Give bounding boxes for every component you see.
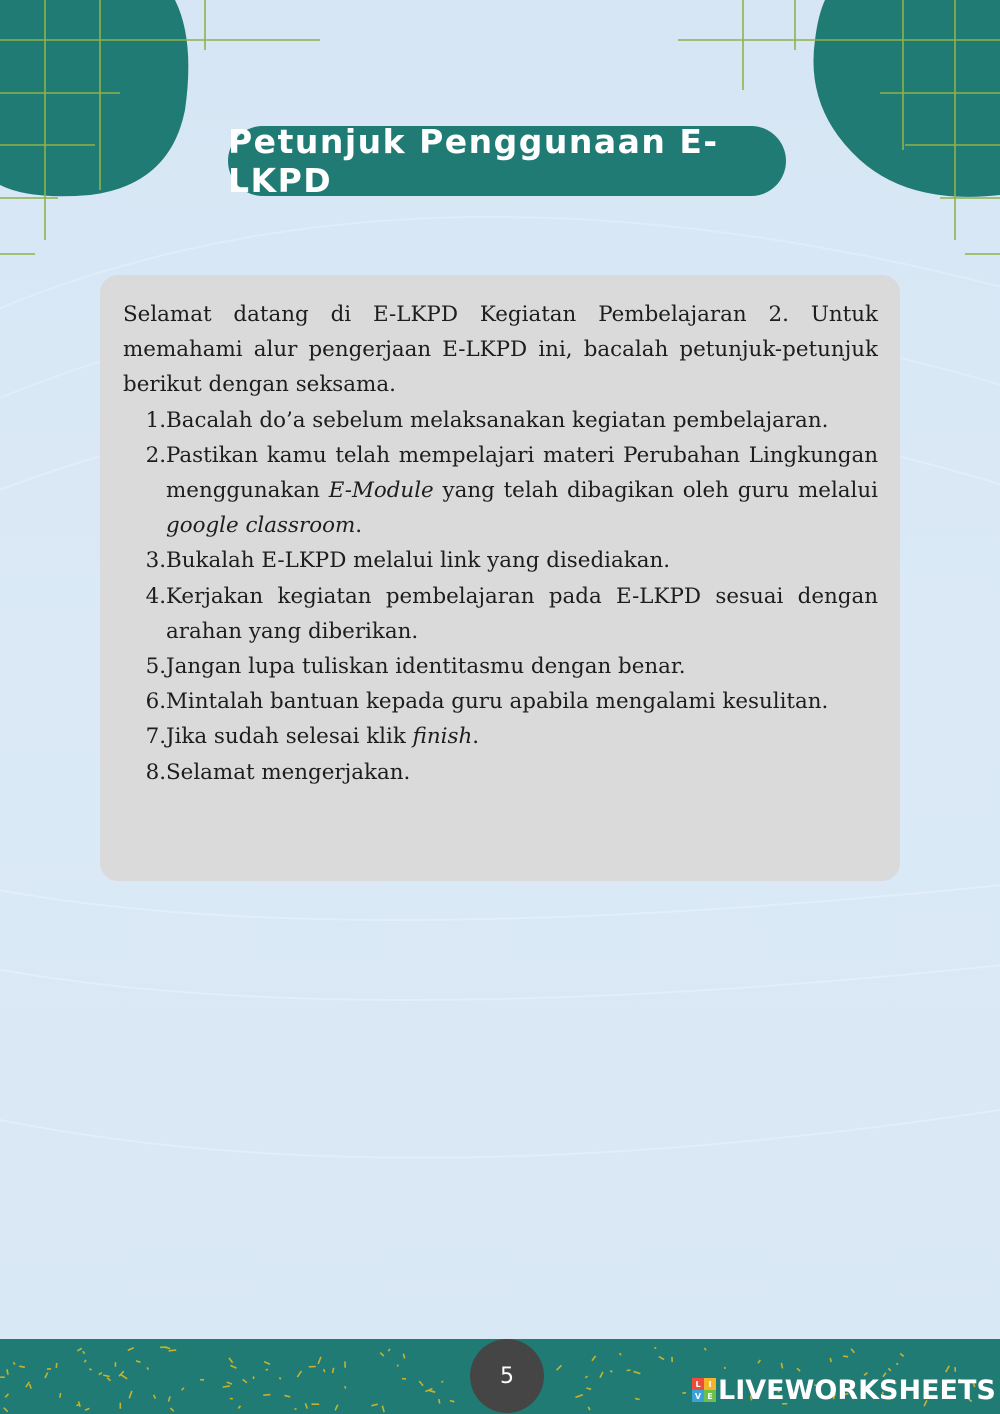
sparkle: [5, 1394, 8, 1397]
sparkle: [659, 1357, 664, 1360]
title-banner: [228, 122, 786, 200]
instruction-number: 5.: [145, 654, 166, 680]
instruction-text: Pastikan kamu telah mempelajari materi Perubahan Lingkungan menggunakan E-Module yang telah dibagikan oleh guru melalui google classroom.: [166, 442, 879, 539]
sparkle: [243, 1379, 247, 1382]
sparkle: [170, 1408, 173, 1411]
sparkle: [318, 1357, 321, 1364]
instruction-item: [123, 719, 878, 754]
sparkle: [441, 1381, 443, 1382]
sparkle: [851, 1349, 854, 1353]
instruction-text: Mintalah bantuan kepada guru apabila mengalami kesulitan.: [166, 689, 829, 715]
sparkle: [84, 1360, 86, 1362]
instruction-text: Bacalah do’a sebelum melaksanakan kegiatan pembelajaran.: [166, 407, 829, 433]
sparkle: [229, 1358, 233, 1363]
instruction-text: Jika sudah selesai klik finish.: [166, 724, 480, 750]
sparkle: [30, 1384, 32, 1388]
sparkle: [266, 1369, 268, 1370]
sparkle: [758, 1360, 760, 1363]
instruction-number: 6.: [145, 689, 166, 715]
instruction-item: [123, 543, 878, 578]
sparkle: [382, 1406, 384, 1413]
instruction-item: [123, 403, 878, 438]
instruction-text: Jangan lupa tuliskan identitasmu dengan benar.: [166, 654, 686, 680]
sparkle: [333, 1368, 334, 1373]
sparkle: [450, 1401, 454, 1402]
sparkle: [85, 1408, 89, 1410]
sparkle: [297, 1371, 301, 1377]
instruction-number: 7.: [145, 724, 166, 750]
instruction-number: 4.: [145, 583, 166, 609]
sparkle: [280, 1377, 281, 1379]
top-right-blob: [813, 0, 1000, 197]
instruction-number: 3.: [145, 548, 166, 574]
brand-text: LIVEWORKSHEETS: [718, 1374, 996, 1406]
sparkle: [103, 1375, 109, 1376]
sparkle: [264, 1362, 270, 1365]
sparkle: [429, 1390, 435, 1392]
sparkle: [843, 1356, 848, 1357]
sparkle: [56, 1363, 57, 1368]
sparkle: [76, 1404, 79, 1405]
sparkle: [169, 1350, 177, 1351]
sparkle: [284, 1395, 290, 1396]
instruction-number: 2.: [145, 442, 166, 468]
sparkle: [223, 1386, 230, 1387]
logo-letter: E: [704, 1390, 716, 1402]
instruction-number: 1.: [145, 407, 166, 433]
sparkle: [154, 1395, 156, 1399]
sparkle: [896, 1363, 898, 1364]
sparkle: [830, 1358, 831, 1362]
sparkle: [600, 1372, 603, 1378]
instruction-item: [123, 438, 878, 544]
sparkle: [128, 1348, 134, 1351]
sparkle: [705, 1348, 706, 1350]
liveworksheets-logo: [692, 1374, 996, 1406]
sparkle: [781, 1363, 782, 1369]
instruction-number: 8.: [145, 759, 166, 785]
sparkle: [4, 1408, 8, 1412]
sparkle: [419, 1381, 423, 1386]
sparkle: [439, 1399, 440, 1404]
instructions-list: [123, 403, 878, 790]
sparkle: [797, 1368, 800, 1371]
sparkle: [147, 1367, 148, 1369]
sparkle: [77, 1348, 82, 1351]
sparkle: [946, 1366, 950, 1372]
page-title: Petunjuk Penggunaan E-LKPD: [228, 122, 719, 200]
sparkle: [238, 1406, 240, 1409]
sparkle: [13, 1362, 14, 1364]
sparkle: [45, 1373, 48, 1378]
sparkle: [107, 1378, 110, 1381]
sparkle: [305, 1403, 307, 1408]
sparkle: [371, 1404, 377, 1406]
sparkle: [388, 1349, 390, 1351]
sparkle: [169, 1396, 171, 1401]
sparkle: [588, 1407, 590, 1410]
logo-letter: V: [692, 1390, 704, 1402]
instruction-text: Selamat mengerjakan.: [166, 759, 411, 785]
page-number: 5: [470, 1339, 544, 1413]
intro-paragraph: Selamat datang di E-LKPD Kegiatan Pembelajaran 2. Untuk memahami alur pengerjaan E-LKPD ini, bacalah petunjuk-petunjuk berikut dengan seksama.: [123, 302, 878, 398]
instruction-text: Bukalah E-LKPD melalui link yang disediakan.: [166, 548, 671, 574]
sparkle: [230, 1365, 236, 1368]
sparkle: [121, 1375, 127, 1379]
sparkle: [888, 1368, 891, 1370]
sparkle: [620, 1353, 621, 1355]
sparkle: [610, 1371, 612, 1372]
instruction-item: [123, 684, 878, 719]
instruction-item: [123, 649, 878, 684]
sparkle: [60, 1393, 61, 1398]
sparkle: [136, 1361, 141, 1362]
sparkle: [324, 1369, 325, 1372]
liveworksheets-logo-icon: [692, 1378, 716, 1402]
sparkle: [575, 1395, 582, 1398]
sparkle: [19, 1366, 25, 1367]
sparkle: [99, 1373, 102, 1375]
sparkle: [83, 1351, 85, 1354]
sparkle: [263, 1395, 270, 1396]
logo-letter: L: [692, 1378, 704, 1390]
sparkle: [182, 1388, 184, 1390]
sparkle: [380, 1353, 384, 1356]
sparkle: [586, 1388, 591, 1389]
instruction-item: [123, 579, 878, 649]
sparkle: [557, 1365, 562, 1370]
sparkle: [7, 1369, 8, 1374]
logo-letter: I: [704, 1378, 716, 1390]
instruction-item: [123, 755, 878, 790]
sparkle: [627, 1370, 631, 1371]
sparkle: [634, 1372, 641, 1374]
top-left-blob: [0, 0, 188, 196]
sparkle: [335, 1405, 338, 1411]
instructions-box: [100, 275, 900, 881]
instruction-text: Kerjakan kegiatan pembelajaran pada E-LKPD sesuai dengan arahan yang diberikan.: [166, 583, 878, 644]
sparkle: [900, 1354, 903, 1357]
sparkle: [635, 1398, 640, 1399]
sparkle: [89, 1369, 91, 1370]
sparkle: [403, 1354, 404, 1359]
sparkle: [654, 1347, 656, 1348]
sparkle: [592, 1356, 596, 1361]
sparkle: [129, 1391, 132, 1398]
sparkle: [227, 1382, 232, 1384]
sparkle: [585, 1376, 587, 1378]
